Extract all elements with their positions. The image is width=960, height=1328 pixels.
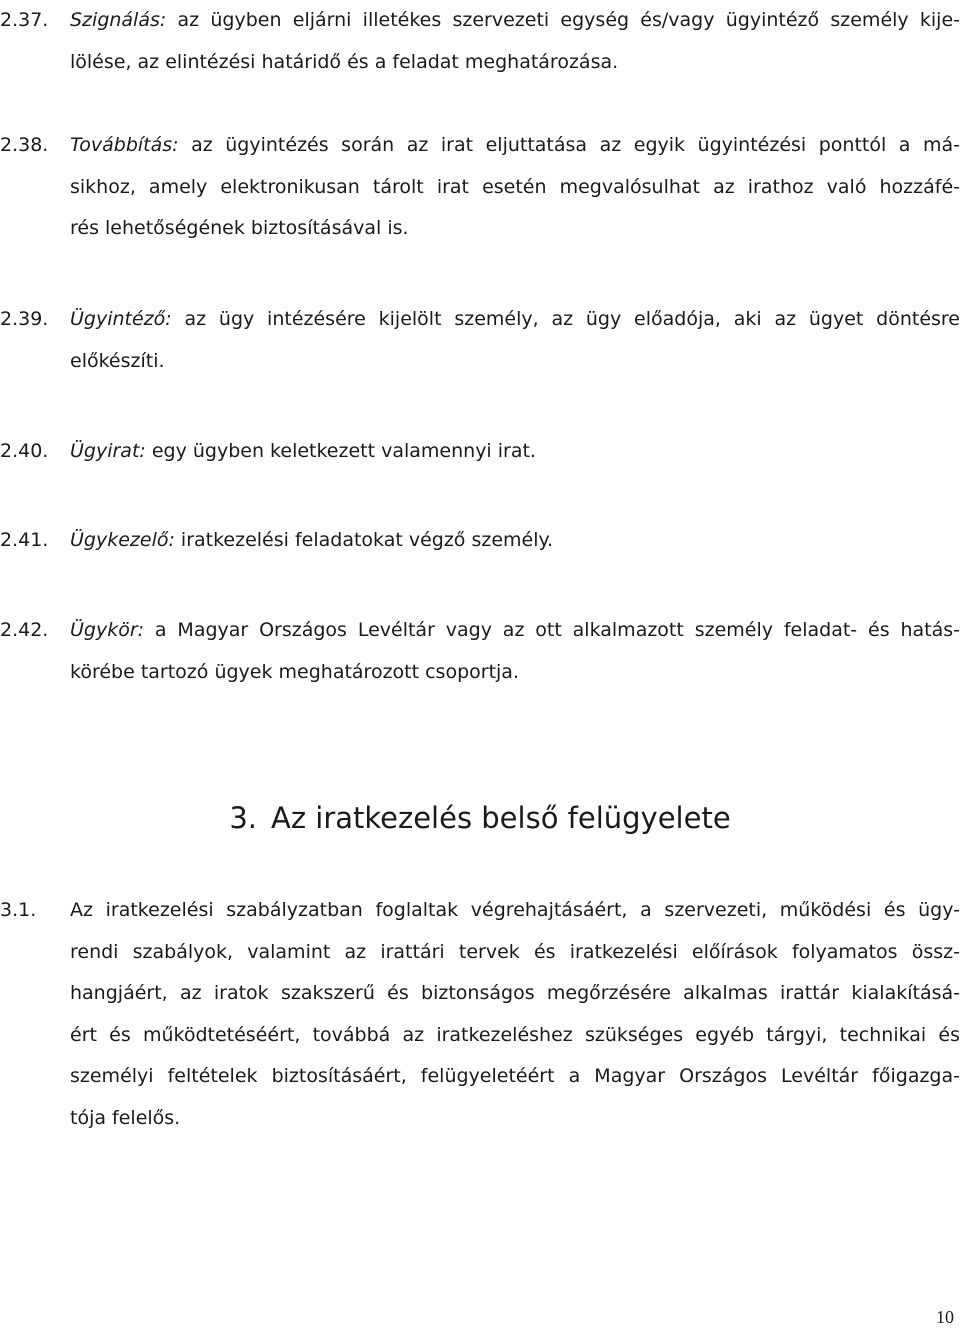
definition-text	[70, 431, 960, 473]
definition-line: a Magyar Országos Levéltár vagy az ott alkalmazott személy feladat- és hatás-	[144, 619, 960, 641]
section-title: Az iratkezelés belső felügyelete	[270, 801, 731, 835]
item-number: 2.37.	[0, 9, 49, 31]
item-number: 2.40.	[0, 440, 49, 462]
definition-term: Ügykezelő:	[70, 529, 175, 551]
definition-text	[70, 0, 960, 83]
definition-text	[70, 125, 960, 250]
paragraph-line: Az iratkezelési szabályzatban foglaltak végrehajtásáért, a szervezeti, működési és ügy-	[70, 899, 960, 921]
item-number: 3.1.	[0, 899, 37, 921]
paragraph-line: ért és működtetéséért, továbbá az iratkezeléshez szükséges egyéb tárgyi, technikai és	[70, 1023, 960, 1046]
definition-line: rés lehetőségének biztosításával is.	[70, 217, 409, 240]
definition-text	[70, 520, 960, 562]
item-number: 2.39.	[0, 308, 49, 330]
definition-line: iratkezelési feladatokat végző személy.	[174, 529, 554, 551]
page-number: 10	[936, 1307, 954, 1327]
definition-line: az ügyintézés során az irat eljuttatása az egyik ügyintézési ponttól a má-	[178, 134, 960, 156]
definition-text	[70, 610, 960, 693]
section-heading	[0, 798, 960, 838]
paragraph-line: rendi szabályok, valamint az irattári tervek és iratkezelési előírások folyamatos össz-	[70, 940, 960, 963]
paragraph-line: személyi feltételek biztosításáért, felügyeletéért a Magyar Országos Levéltár főigazga-	[70, 1065, 960, 1088]
paragraph-line: hangjáért, az iratok szakszerű és biztonságos megőrzésére alkalmas irattár kialakításá-	[70, 982, 960, 1005]
section-number: 3.	[229, 801, 257, 835]
definition-line: az ügy intézésére kijelölt személy, az ügy előadója, aki az ügyet döntésre	[171, 308, 960, 330]
section-paragraph	[70, 890, 960, 1140]
definition-term: Ügyintéző:	[70, 308, 172, 330]
definition-term: Szignálás:	[70, 9, 167, 31]
definition-term: Továbbítás:	[70, 134, 179, 156]
item-number: 2.38.	[0, 134, 49, 156]
definition-text	[70, 299, 960, 382]
definition-line: egy ügyben keletkezett valamennyi irat.	[145, 440, 536, 462]
item-number: 2.41.	[0, 529, 49, 551]
definition-term: Ügykör:	[70, 619, 145, 641]
definition-line: előkészíti.	[70, 349, 165, 372]
definition-term: Ügyirat:	[70, 440, 146, 462]
paragraph-line: tója felelős.	[70, 1106, 181, 1129]
definition-line: lölése, az elintézési határidő és a feladat meghatározása.	[70, 50, 619, 73]
definition-line: az ügyben eljárni illetékes szervezeti egység és/vagy ügyintéző személy kije-	[166, 9, 960, 31]
definition-line: sikhoz, amely elektronikusan tárolt irat esetén megvalósulhat az irathoz való hozzáfé-	[70, 175, 960, 198]
definition-line: körébe tartozó ügyek meghatározott csoportja.	[70, 660, 519, 683]
item-number: 2.42.	[0, 619, 49, 641]
